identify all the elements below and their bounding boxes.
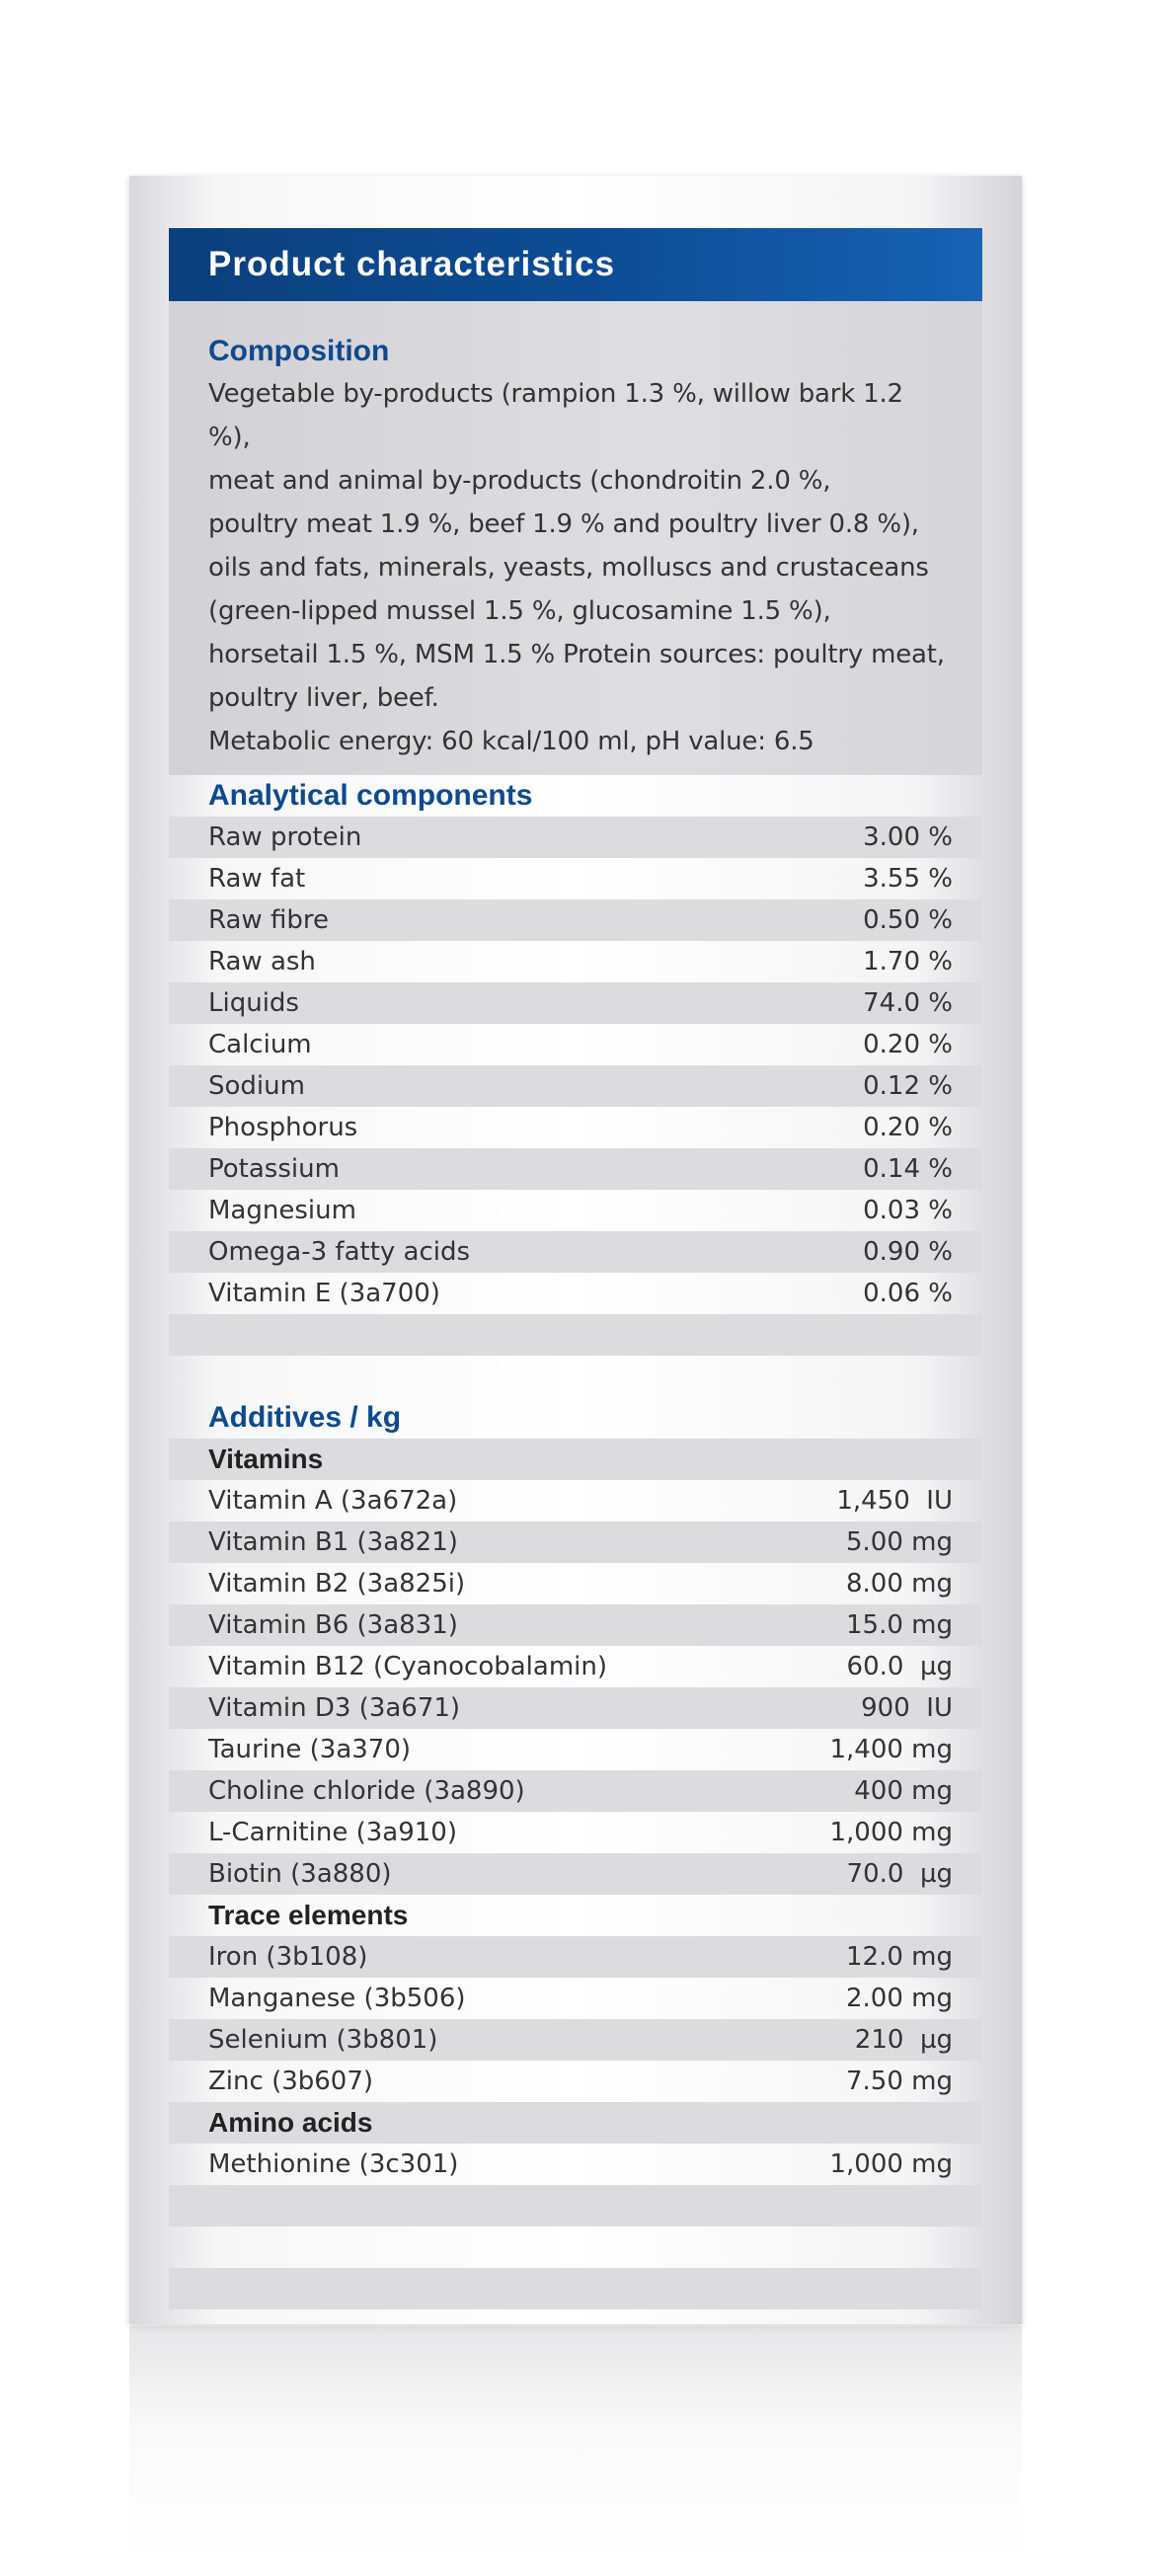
row-label: Zinc (3b607) xyxy=(208,2067,374,2096)
table-row xyxy=(169,1522,982,1563)
table-row xyxy=(169,1563,982,1604)
composition-line: oils and fats, minerals, yeasts, molluscs and crustaceans xyxy=(208,553,929,583)
spacer-row xyxy=(169,1314,982,1356)
row-value: 0.90 % xyxy=(863,1237,953,1267)
row-label: Vitamin B12 (Cyanocobalamin) xyxy=(208,1652,608,1681)
table-row xyxy=(169,1812,982,1853)
row-label: Choline chloride (3a890) xyxy=(208,1776,525,1806)
row-value: 0.06 % xyxy=(863,1279,953,1308)
row-label: Manganese (3b506) xyxy=(208,1984,466,2013)
row-label: Raw ash xyxy=(208,947,316,976)
row-label: Taurine (3a370) xyxy=(208,1735,412,1764)
row-label: Vitamin B6 (3a831) xyxy=(208,1610,458,1640)
row-label: Raw fibre xyxy=(208,905,329,935)
row-label: Iron (3b108) xyxy=(208,1942,368,1972)
table-row xyxy=(169,858,982,899)
composition-line: horsetail 1.5 %, MSM 1.5 % Protein sources: poultry meat, xyxy=(208,640,945,669)
row-label: Vitamin E (3a700) xyxy=(208,1279,440,1308)
analytical-rows xyxy=(169,817,982,1356)
spacer-row xyxy=(169,2226,982,2268)
table-row xyxy=(169,941,982,982)
row-value: 400 mg xyxy=(854,1776,953,1806)
row-value: 1,400 mg xyxy=(829,1735,953,1764)
row-value: 15.0 mg xyxy=(846,1610,953,1640)
additives-title: Additives / kg xyxy=(208,1401,402,1434)
row-label: Magnesium xyxy=(208,1196,356,1225)
header-bar xyxy=(169,228,982,301)
composition-section xyxy=(169,301,982,775)
table-row xyxy=(169,1936,982,1978)
table-row xyxy=(169,982,982,1024)
panel-reflection xyxy=(129,2326,1022,2563)
table-row xyxy=(169,1978,982,2019)
row-label: Sodium xyxy=(208,1071,305,1101)
row-label: Raw fat xyxy=(208,864,306,894)
row-label: L-Carnitine (3a910) xyxy=(208,1818,457,1847)
row-value: 1.70 % xyxy=(863,947,953,976)
table-row xyxy=(169,1148,982,1190)
row-label: Phosphorus xyxy=(208,1113,358,1142)
composition-title: Composition xyxy=(208,335,390,367)
row-label: Omega-3 fatty acids xyxy=(208,1237,471,1267)
table-row xyxy=(169,1480,982,1522)
row-value: 74.0 % xyxy=(863,988,953,1018)
table-row xyxy=(169,1604,982,1646)
composition-line: Metabolic energy: 60 kcal/100 ml, pH value: 6.5 xyxy=(208,727,814,756)
row-value: 0.14 % xyxy=(863,1154,953,1184)
composition-text xyxy=(208,372,953,763)
row-value: 0.03 % xyxy=(863,1196,953,1225)
row-label: Liquids xyxy=(208,988,299,1018)
vitamins-heading: Vitamins xyxy=(169,1439,982,1480)
row-value: 1,450 IU xyxy=(836,1486,953,1516)
table-row xyxy=(169,1687,982,1729)
table-row xyxy=(169,1065,982,1107)
row-value: 0.12 % xyxy=(863,1071,953,1101)
row-label: Vitamin B2 (3a825i) xyxy=(208,1569,466,1599)
spacer xyxy=(169,1356,982,1397)
product-info-panel xyxy=(129,176,1022,2324)
table-row xyxy=(169,1190,982,1231)
table-row xyxy=(169,1231,982,1273)
composition-line: Vegetable by-products (rampion 1.3 %, willow bark 1.2 %), xyxy=(208,379,903,452)
table-row xyxy=(169,899,982,941)
product-characteristics-table xyxy=(169,228,982,2309)
row-label: Raw protein xyxy=(208,822,362,852)
table-row xyxy=(169,2019,982,2061)
composition-line: meat and animal by-products (chondroitin 2.0 %, xyxy=(208,466,831,496)
row-value: 0.50 % xyxy=(863,905,953,935)
table-row xyxy=(169,1729,982,1770)
row-value: 60.0 µg xyxy=(846,1652,953,1681)
row-label: Selenium (3b801) xyxy=(208,2025,438,2055)
table-row xyxy=(169,1770,982,1812)
spacer-row xyxy=(169,2185,982,2226)
table-row xyxy=(169,1024,982,1065)
analytical-title: Analytical components xyxy=(208,779,533,812)
row-label: Methionine (3c301) xyxy=(208,2149,459,2179)
row-label: Vitamin D3 (3a671) xyxy=(208,1693,461,1723)
row-label: Potassium xyxy=(208,1154,340,1184)
additives-rows xyxy=(169,1439,982,2309)
row-value: 70.0 µg xyxy=(846,1859,953,1889)
trace-elements-heading: Trace elements xyxy=(208,1900,409,1930)
row-value: 7.50 mg xyxy=(846,2067,953,2096)
row-value: 0.20 % xyxy=(863,1113,953,1142)
row-label: Calcium xyxy=(208,1030,312,1059)
row-value: 1,000 mg xyxy=(829,2149,953,2179)
table-row xyxy=(169,817,982,858)
table-row xyxy=(169,1853,982,1895)
table-row xyxy=(169,1107,982,1148)
row-value: 2.00 mg xyxy=(846,1984,953,2013)
row-value: 12.0 mg xyxy=(846,1942,953,1972)
row-label: Vitamin B1 (3a821) xyxy=(208,1527,458,1557)
row-label: Vitamin A (3a672a) xyxy=(208,1486,458,1516)
row-value: 1,000 mg xyxy=(829,1818,953,1847)
amino-acids-heading: Amino acids xyxy=(169,2102,982,2144)
spacer-row xyxy=(169,2268,982,2309)
table-row xyxy=(169,1273,982,1314)
row-value: 0.20 % xyxy=(863,1030,953,1059)
row-value: 210 µg xyxy=(854,2025,953,2055)
table-row xyxy=(169,1646,982,1687)
table-row xyxy=(169,2061,982,2102)
composition-line: (green-lipped mussel 1.5 %, glucosamine 1.5 %), xyxy=(208,596,831,626)
row-value: 900 IU xyxy=(861,1693,953,1723)
row-label: Biotin (3a880) xyxy=(208,1859,392,1889)
row-value: 3.00 % xyxy=(863,822,953,852)
row-value: 8.00 mg xyxy=(846,1569,953,1599)
row-value: 5.00 mg xyxy=(846,1527,953,1557)
composition-line: poultry liver, beef. xyxy=(208,683,439,713)
composition-line: poultry meat 1.9 %, beef 1.9 % and poultry liver 0.8 %), xyxy=(208,509,919,539)
header-title: Product characteristics xyxy=(208,245,616,283)
row-value: 3.55 % xyxy=(863,864,953,894)
table-row xyxy=(169,2144,982,2185)
